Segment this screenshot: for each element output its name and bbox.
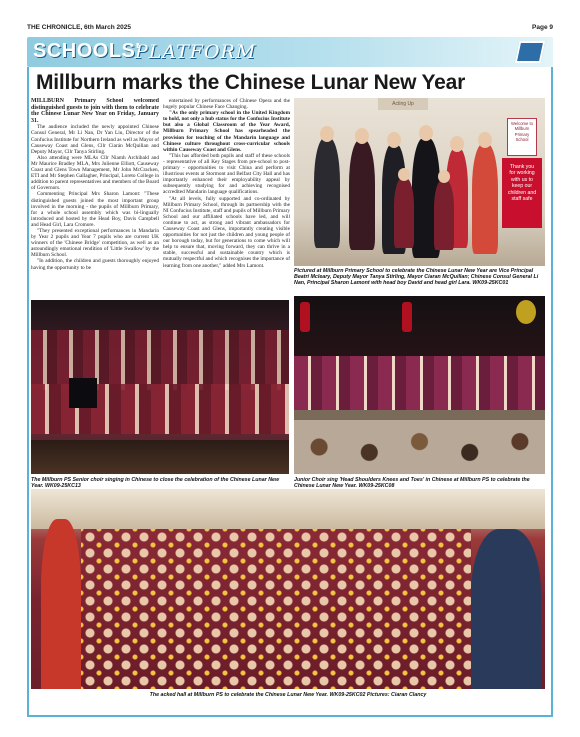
caption-junior-choir: Junior Choir sing 'Head Shoulders Knees and Toes' in Chinese at Millburn PS to celebrate the Chinese Lunar New Year. WK09-25KC08: [294, 477, 530, 490]
welcome-sign: [507, 118, 537, 156]
sign-line: Welcome to: [510, 121, 534, 126]
sign-line: School: [515, 137, 529, 143]
caption-packed-hall: The acked hall at Millburn PS to celebrate the Chinese Lunar New Year. WK09-25KC02 Pictures: Ciaran Clancy: [149, 692, 427, 698]
article-paragraph: Also attending were MLAs Cllr Niamh Archibald and Mr Maurice Bradley MLA, Mrs Julienne Elliott, Causeway Coast and Glens Town Management, Mr John McCracken, ETI and Mr Stephen Gallagher, Principal, Loreto College in addition to parent representatives and members of the Board of Governors.: [31, 154, 159, 192]
section-title-platform: PLATFORM: [135, 41, 257, 63]
person-head: [450, 136, 464, 152]
photo-banner-text: Acting Up: [378, 98, 428, 110]
person-figure: [314, 138, 340, 248]
adult-figure: [471, 529, 541, 689]
article-paragraph-bold: "As the only primary school in the United Kingdom to hold, not only a hub status for the Confucius Institute but also a Global Classroom of the Year Award, Millburn Primary School has spearheaded the provision for teaching of the Mandarin language and Chinese culture throughout cross-curricular schools within Causeway Coast and Glens.: [163, 110, 290, 153]
article-lead: MILLBURN Primary School welcomed distinguished guests to join with them to celebrate the Chinese Lunar New Year on Friday, January 31.: [31, 98, 159, 124]
article-headline: Millburn marks the Chinese Lunar New Year: [36, 71, 466, 94]
thank-you-card: [502, 158, 542, 228]
person-figure: [472, 144, 498, 254]
article-paragraph: "At all levels, fully supported and co-ordinated by Millburn Primary School, through its partnership with the NI Confucius Institute, staff and pupils of Millburn Primary School and our affiliated schools have led, and will continue to act, as strong and vibrant ambassadors for Causeway Coast and Glens, importantly creating visible opportunities for not just the children and young people of our borough today, but for generations to come which will help to ensure that, moving forward, they can thrive in a stable, successful and sustainable country which is mutually respectful and which recognises the importance of learning from one another," added Mrs Lamont.: [163, 195, 290, 269]
person-head: [387, 132, 401, 148]
photo-senior-choir: [31, 300, 289, 474]
pupil-figure: [394, 178, 414, 248]
person-head: [419, 125, 433, 141]
article-paragraph: "In addition, the children and guests thoroughly enjoyed having the opportunity to be: [31, 258, 159, 271]
person-figure: [349, 140, 375, 250]
pupils-crowd: [81, 529, 471, 689]
sign-line: Primary: [514, 131, 530, 137]
hall-wall: [31, 489, 545, 529]
card-line: keep our: [511, 183, 533, 190]
article-paragraph: Commenting Principal Mrs Sharon Lamont: "These distinguished guests joined the most important group involved in the morning - the pupils of Millburn Primary, for a whole school assembly which was bi-lingually introduced and hosted by the Head Boy, Davis Campbell and Head Girl, Lara Cromore.: [31, 191, 159, 228]
photo-guests: [294, 98, 545, 266]
photo-junior-choir: [294, 296, 545, 474]
adult-figure: [41, 519, 81, 689]
card-line: staff safe: [511, 196, 533, 203]
page-header: [27, 24, 553, 34]
pupil-figure: [434, 180, 454, 250]
caption-senior-choir: The Millburn PS Senior choir singing in Chinese to close the celebration of the Chinese Lunar New Year. WK09-25KC13: [31, 477, 280, 490]
publication-name: THE CHRONICLE, 6th March 2025: [27, 24, 132, 31]
article-paragraph: The audience included the newly appointed Chinese Consul General, Mr Li Nan, Dr Yan Liu, Director of the Confucius Institute for Northern Ireland as well as Mayor of Causeway Coast and Glens, Cllr Ciarán McQuillan and Deputy Mayor, Cllr Tanya Stirling.: [31, 124, 159, 155]
section-title-schools: SCHOOLS': [33, 40, 141, 62]
lantern-icon: [402, 302, 412, 332]
junior-choir-row: [294, 356, 545, 410]
article-paragraph: "This has afforded both pupils and staff of these schools - representative of all Key Stages from pre-school to post-primary - opportunities to visit China and perform at illustrious events at Stormont and Belfast City Hall and has importantly enhanced their employability appeal by subsequently studying for and achieving recognised accredited Mandarin language qualifications.: [163, 152, 290, 196]
photo-packed-hall: [31, 489, 545, 689]
article-paragraph: entertained by performances of Chinese Opera and the hugely popular Chinese Face Changing.: [163, 98, 290, 111]
card-line: Thank you: [509, 164, 535, 170]
person-head: [478, 132, 492, 148]
card-line: children and: [507, 189, 537, 196]
pupil-head: [438, 170, 450, 183]
audience-heads: [31, 440, 289, 474]
card-line: with us to: [511, 176, 533, 183]
page-number: Page 9: [532, 24, 553, 31]
stage-edge: [294, 410, 545, 420]
article-paragraph: "They presented exceptional performances in Mandarin by Year 2 pupils and Year 7 pupils who are current UK winners of the 'Chinese Bridge' competition, as well as an astoundingly emotional rendition of 'Little Swallow' by the Millburn School.: [31, 227, 159, 259]
section-logo-icon: [515, 41, 546, 63]
person-head: [320, 126, 334, 142]
dragon-puppet: [516, 300, 536, 324]
caption-guests: Pictured at Millburn Primary School to celebrate the Chinese Lunar New Year are Vice Principal Beatrí Mcleary, Deputy Mayor Tanya Stirling, Mayor Ciaran McQuillan; Chinese Consul General Li Nan, Principal Sharon Lamont with head boy David and head girl Lara. WK09-25KC01: [294, 268, 539, 287]
person-head: [355, 128, 369, 144]
music-stand: [69, 378, 97, 408]
card-line: for working: [509, 170, 535, 177]
section-banner: [27, 37, 553, 67]
audience-heads: [294, 420, 545, 474]
lantern-icon: [300, 302, 310, 332]
sign-line: Millburn: [514, 126, 530, 132]
pupil-head: [398, 168, 410, 181]
